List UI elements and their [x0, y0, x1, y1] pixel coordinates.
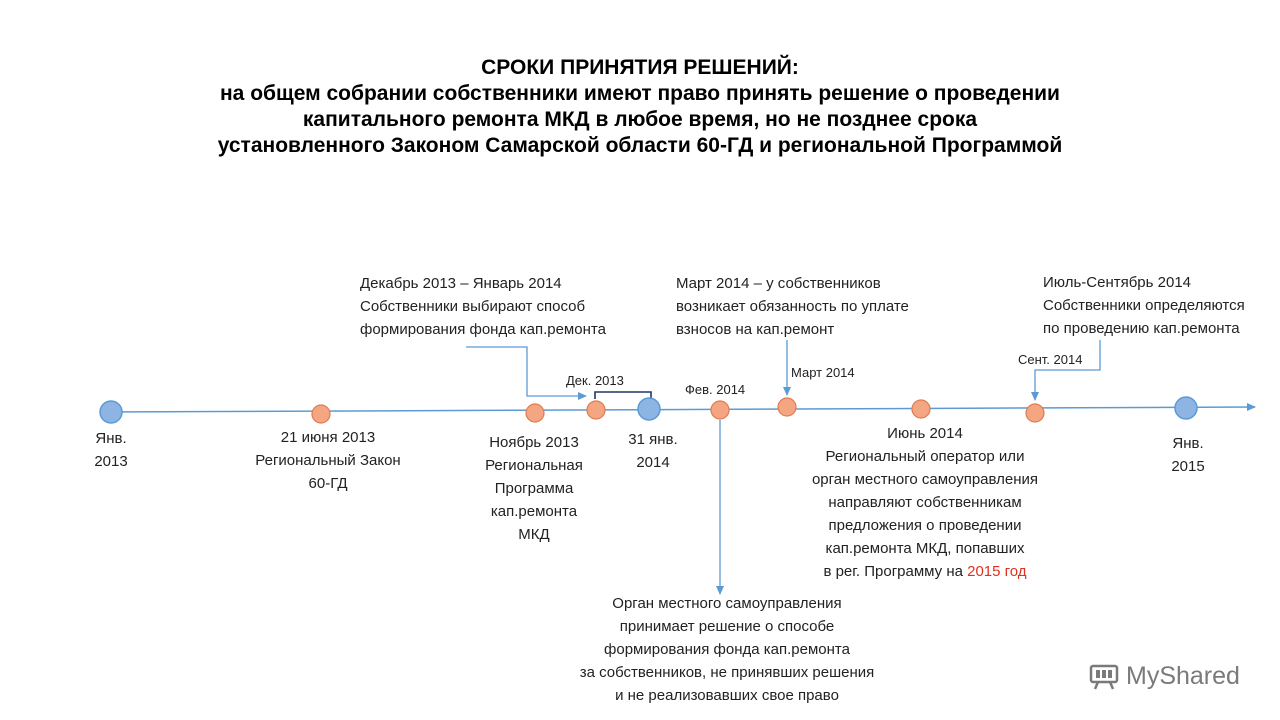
label-jan31-2014-line-1: 31 янв. [628, 431, 678, 448]
label-jan31-2014 [608, 428, 698, 474]
label-june-2014 [780, 422, 1070, 583]
bracket-dec-jan [595, 392, 651, 399]
callout-dec-jan-line-3: формирования фонда кап.ремонта [360, 321, 606, 338]
label-nov-2013-line-5: МКД [518, 526, 550, 543]
label-june-2013 [216, 426, 440, 495]
node-june-2014 [912, 400, 930, 418]
node-jan-2015 [1175, 397, 1197, 419]
node-june-2013 [312, 405, 330, 423]
label-mar-2014: Март 2014 [791, 365, 855, 380]
title-line-3: капитального ремонта МКД в любое время, но не позднее срока [302, 108, 978, 131]
label-jan-2013-year: 2013 [94, 453, 128, 470]
callout-march-line-2: возникает обязанность по уплате [676, 298, 909, 315]
watermark-text: MyShared [1126, 661, 1240, 690]
callout-feb-below [540, 592, 914, 707]
label-nov-2013-line-1: Ноябрь 2013 [489, 434, 579, 451]
label-june-2014-line-4: направляют собственникам [828, 494, 1022, 511]
label-feb-2014: Фев. 2014 [685, 382, 746, 397]
title-line-1: СРОКИ ПРИНЯТИЯ РЕШЕНИЙ: [481, 56, 799, 79]
node-nov-2013 [526, 404, 544, 422]
label-june-2014-prefix: в рег. Программу на [823, 563, 968, 580]
callout-july-sep-line-2: Собственники определяются [1043, 297, 1245, 314]
connector-july-sep [1035, 340, 1100, 400]
callout-dec-jan-line-1: Декабрь 2013 – Январь 2014 [360, 275, 562, 292]
node-mar-2014 [778, 398, 796, 416]
label-june-2014-line-1: Июнь 2014 [887, 425, 963, 442]
timeline-axis [111, 407, 1255, 412]
label-nov-2013-line-2: Региональная [485, 457, 583, 474]
myshared-icon [1088, 660, 1120, 692]
title-line-2: на общем собрании собственники имеют право принять решение о проведении [220, 82, 1060, 105]
label-nov-2013-line-4: кап.ремонта [490, 503, 578, 520]
label-june-2014-line-5: предложения о проведении [828, 517, 1022, 534]
label-june-2014-highlight: 2015 год [967, 563, 1027, 580]
callout-march [676, 272, 976, 341]
label-june-2014-line-3: орган местного самоуправления [811, 471, 1039, 488]
label-june-2013-line-2: Региональный Закон [255, 452, 401, 469]
label-jan-2013-month: Янв. [95, 430, 127, 447]
callout-july-sep-line-1: Июль-Сентябрь 2014 [1043, 274, 1192, 291]
node-sep-2014 [1026, 404, 1044, 422]
label-dec-2013: Дек. 2013 [566, 373, 624, 388]
callout-feb-line-2: принимает решение о способе [619, 618, 835, 635]
callout-dec-jan [360, 272, 660, 341]
callout-feb-line-4: за собственников, не принявших решения [579, 664, 875, 681]
callout-feb-line-1: Орган местного самоуправления [612, 595, 842, 612]
watermark-logo [1088, 656, 1240, 696]
label-jan-2015 [1148, 432, 1228, 478]
label-june-2014-line-6: кап.ремонта МКД, попавших [825, 540, 1025, 557]
callout-july-sep-line-3: по проведению кап.ремонта [1043, 320, 1240, 337]
label-june-2014-line-2: Региональный оператор или [825, 448, 1025, 465]
node-jan31-2014 [638, 398, 660, 420]
callout-july-sep [1043, 271, 1279, 340]
label-jan-2013 [71, 427, 151, 473]
label-june-2014-line-7 [780, 560, 1070, 583]
callout-feb-line-5: и не реализовавших свое право [615, 687, 839, 704]
label-june-2013-line-3: 60-ГД [308, 475, 348, 492]
label-sep-2014: Сент. 2014 [1018, 352, 1083, 367]
callout-march-line-1: Март 2014 – у собственников [676, 275, 881, 292]
node-dec-2013 [587, 401, 605, 419]
label-nov-2013-line-3: Программа [494, 480, 574, 497]
label-jan31-2014-line-2: 2014 [636, 454, 670, 471]
callout-march-line-3: взносов на кап.ремонт [676, 321, 835, 338]
label-nov-2013 [464, 431, 604, 546]
callout-feb-line-3: формирования фонда кап.ремонта [604, 641, 850, 658]
callout-dec-jan-line-2: Собственники выбирают способ [360, 298, 586, 315]
label-jan-2015-month: Янв. [1172, 435, 1204, 452]
label-jan-2015-year: 2015 [1171, 458, 1205, 475]
label-june-2013-line-1: 21 июня 2013 [280, 429, 376, 446]
node-feb-2014 [711, 401, 729, 419]
title-line-4: установленного Законом Самарской области 60-ГД и региональной Программой [217, 134, 1063, 157]
node-jan-2013 [100, 401, 122, 423]
